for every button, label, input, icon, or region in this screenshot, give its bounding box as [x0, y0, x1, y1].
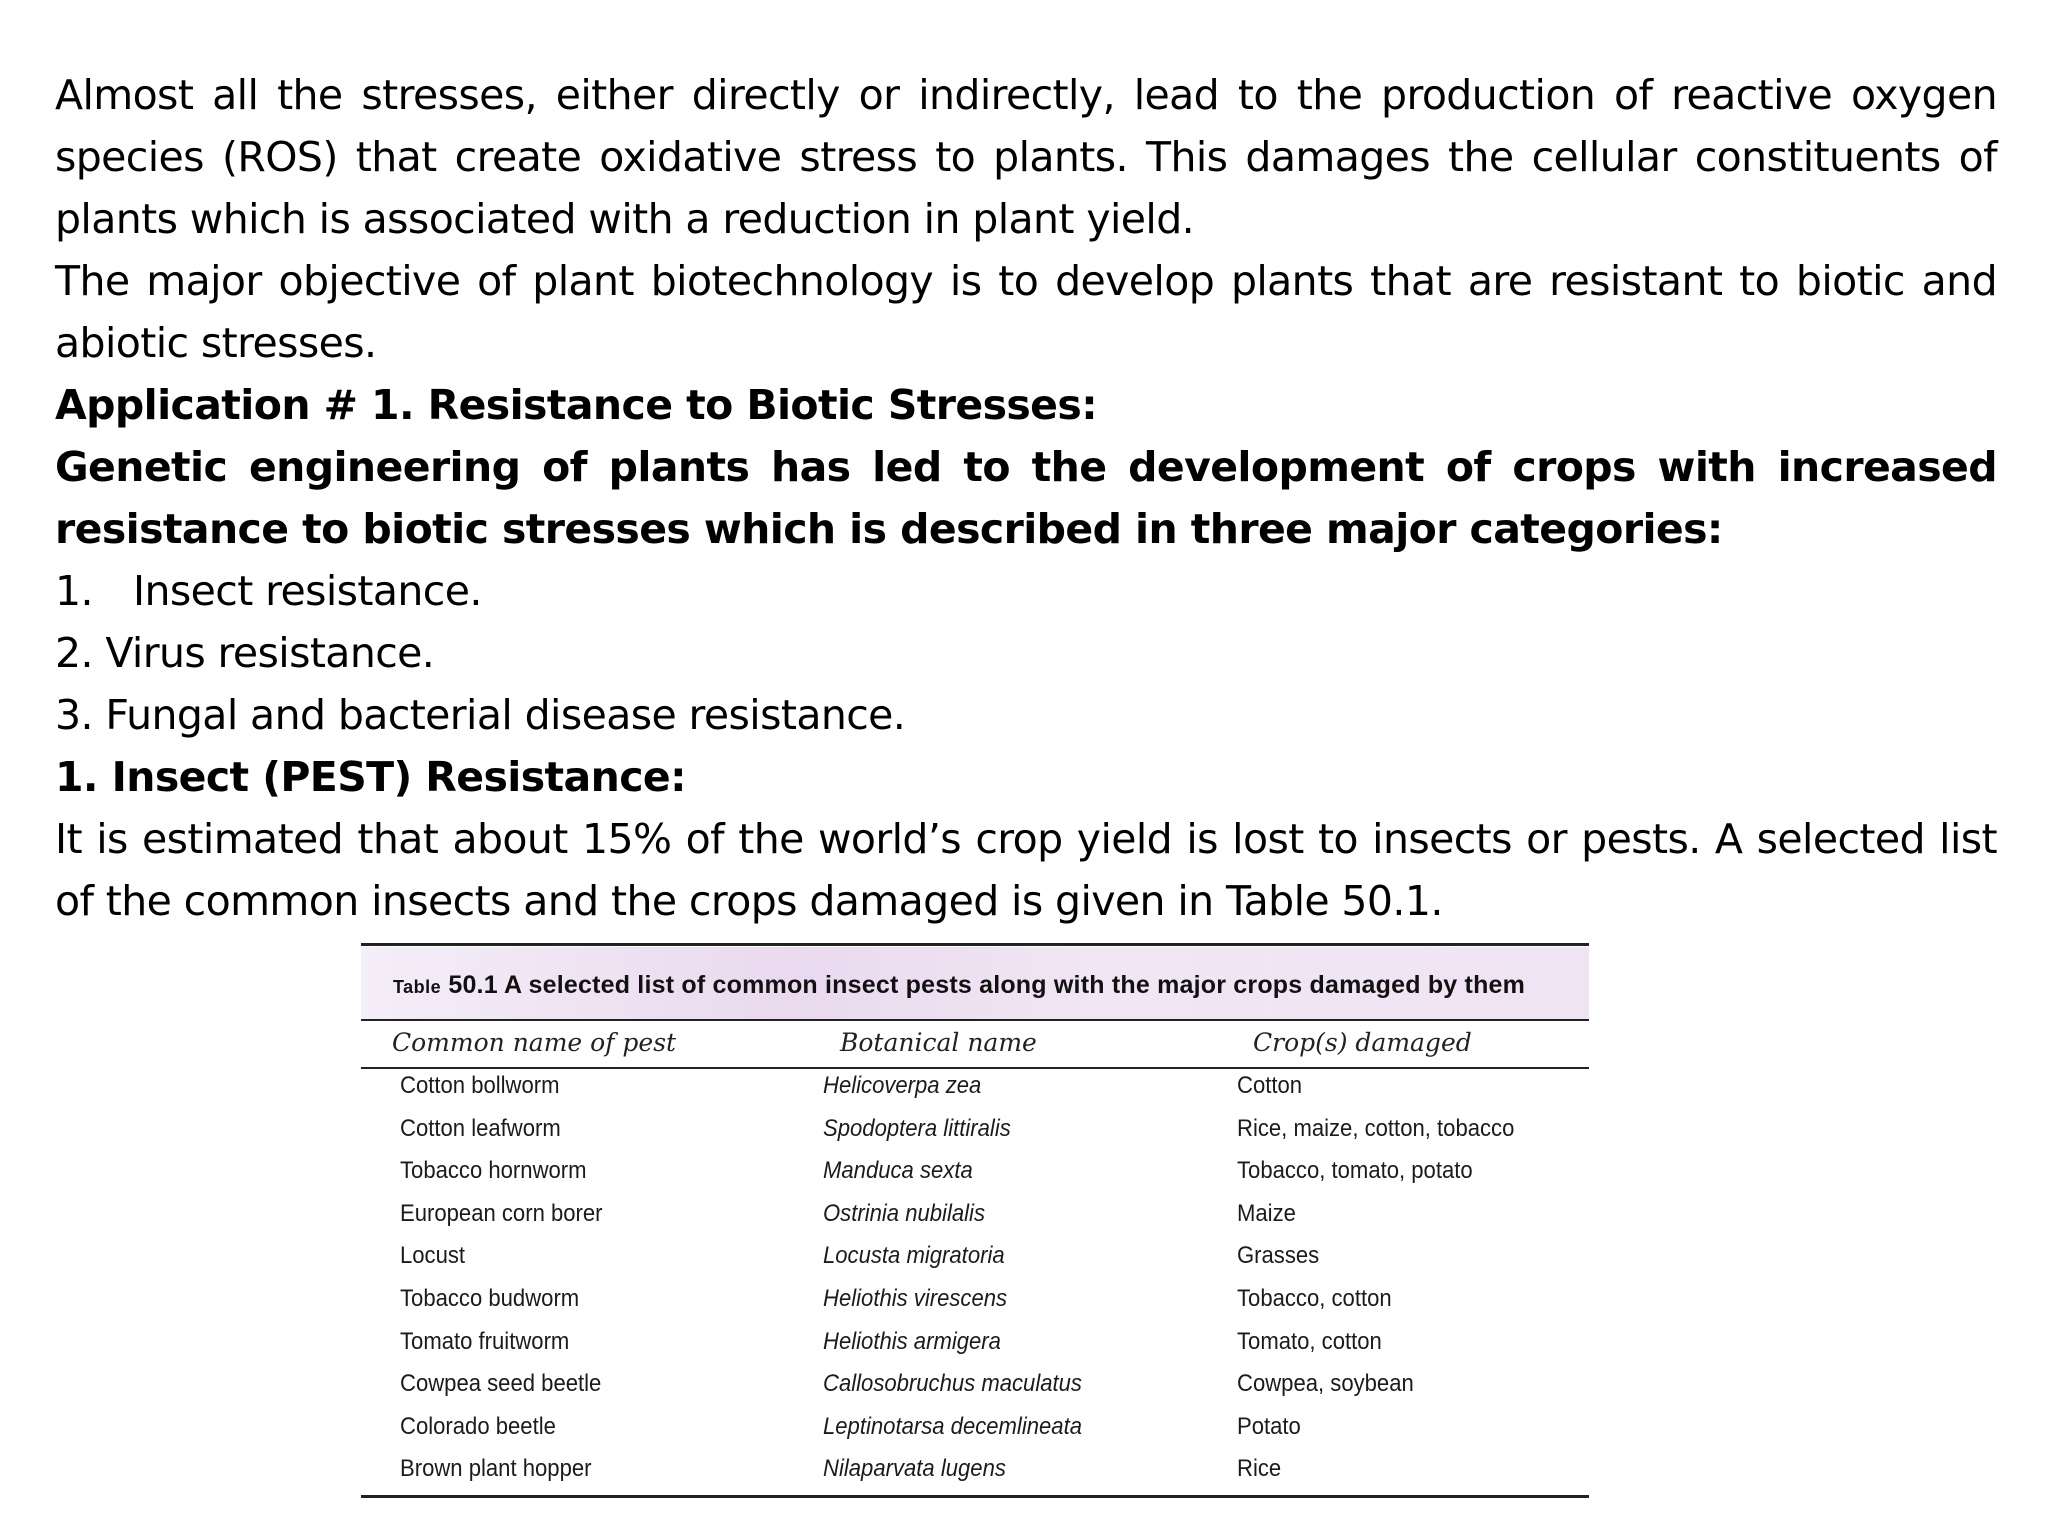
cell-crops-damaged: Tobacco, tomato, potato	[1237, 1157, 1473, 1185]
cell-common-name: Cowpea seed beetle	[400, 1370, 602, 1398]
slide-body	[55, 64, 1997, 932]
category-number: 3.	[55, 691, 93, 739]
column-header-crops-damaged: Crop(s) damaged	[1253, 1028, 1472, 1057]
cell-botanical-name: Ostrinia nubilalis	[823, 1199, 985, 1227]
category-text: Insect resistance.	[133, 567, 482, 615]
category-text: Virus resistance.	[105, 629, 435, 677]
category-item-3	[55, 684, 1997, 746]
cell-common-name: Tomato fruitworm	[400, 1327, 570, 1355]
category-number: 1.	[55, 567, 93, 615]
cell-crops-damaged: Tomato, cotton	[1237, 1327, 1382, 1355]
table-caption-rule	[361, 1019, 1589, 1021]
cell-crops-damaged: Cotton	[1237, 1072, 1303, 1099]
application-heading: Application # 1. Resistance to Biotic Stresses:	[55, 381, 1097, 429]
category-number: 2.	[55, 629, 93, 677]
cell-botanical-name: Heliothis armigera	[823, 1327, 1001, 1355]
table-caption-prefix: Table	[393, 977, 442, 997]
cell-crops-damaged: Grasses	[1237, 1242, 1320, 1270]
cell-crops-damaged: Cowpea, soybean	[1237, 1370, 1414, 1398]
cell-common-name: Locust	[400, 1242, 466, 1270]
category-item-1	[55, 560, 1997, 622]
cell-crops-damaged: Rice	[1237, 1455, 1282, 1483]
column-header-common-name: Common name of pest	[392, 1028, 677, 1057]
cell-crops-damaged: Rice, maize, cotton, tobacco	[1237, 1114, 1515, 1142]
cell-botanical-name: Locusta migratoria	[823, 1242, 1005, 1270]
category-text: Fungal and bacterial disease resistance.	[105, 691, 906, 739]
genetic-engineering-paragraph: Genetic engineering of plants has led to the development of crops with increased resistance to biotic stresses which is described in three major categories:	[55, 443, 1997, 553]
cell-botanical-name: Nilaparvata lugens	[823, 1455, 1006, 1483]
table-caption-number: 50.1	[448, 971, 498, 999]
cell-botanical-name: Helicoverpa zea	[823, 1072, 982, 1099]
cell-common-name: Colorado beetle	[400, 1412, 556, 1440]
cell-botanical-name: Manduca sexta	[823, 1157, 973, 1185]
cell-botanical-name: Callosobruchus maculatus	[823, 1370, 1082, 1398]
cell-common-name: Tobacco hornworm	[400, 1157, 587, 1185]
table-50-1-figure	[361, 943, 1589, 1513]
cell-common-name: Cotton leafworm	[400, 1114, 561, 1142]
table-top-rule	[361, 943, 1589, 946]
insect-resistance-heading: 1. Insect (PEST) Resistance:	[55, 753, 686, 801]
cell-common-name: Tobacco budworm	[400, 1285, 580, 1312]
objective-paragraph: The major objective of plant biotechnology is to develop plants that are resistant to biotic and abiotic stresses.	[55, 257, 1997, 367]
cell-crops-damaged: Maize	[1237, 1199, 1296, 1227]
cell-crops-damaged: Tobacco, cotton	[1237, 1285, 1392, 1312]
cell-common-name: European corn borer	[400, 1199, 603, 1227]
cell-botanical-name: Heliothis virescens	[823, 1285, 1008, 1312]
column-header-botanical-name: Botanical name	[840, 1028, 1037, 1057]
intro-paragraph: Almost all the stresses, either directly or indirectly, lead to the production of reactive oxygen species (ROS) that create oxidative stress to plants. This damages the cellular constituents of plants which is associated with a reduction in plant yield.	[55, 71, 1997, 243]
table-caption-text: A selected list of common insect pests along with the major crops damaged by them	[504, 971, 1526, 999]
cell-common-name: Brown plant hopper	[400, 1455, 592, 1483]
cell-common-name: Cotton bollworm	[400, 1072, 560, 1099]
table-caption	[393, 971, 1525, 1000]
cell-botanical-name: Spodoptera littiralis	[823, 1114, 1011, 1142]
cell-crops-damaged: Potato	[1237, 1412, 1301, 1440]
table-bottom-rule	[361, 1495, 1589, 1498]
insect-resistance-paragraph: It is estimated that about 15% of the world’s crop yield is lost to insects or pests. A selected list of the common insects and the crops damaged is given in Table 50.1.	[55, 815, 1997, 925]
table-header-rule	[361, 1067, 1589, 1069]
cell-botanical-name: Leptinotarsa decemlineata	[823, 1412, 1083, 1440]
category-item-2	[55, 622, 1997, 684]
